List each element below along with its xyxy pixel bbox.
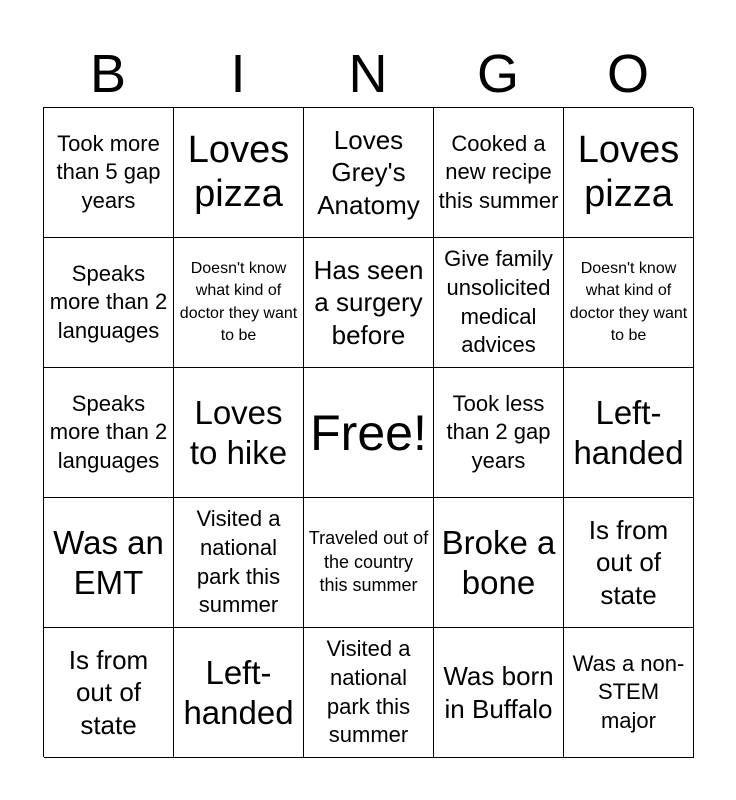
header-letter-g: G	[476, 44, 519, 104]
bingo-cell[interactable]	[304, 238, 434, 368]
bingo-cell-free[interactable]	[304, 368, 434, 498]
cell-text: Doesn't know what kind of doctor they want to be	[569, 259, 688, 344]
cell-text: Loves pizza	[577, 128, 680, 215]
cell-text: Left-handed	[183, 653, 294, 731]
bingo-cell[interactable]	[434, 498, 564, 628]
cell-text: Broke a bone	[441, 523, 556, 601]
bingo-cell[interactable]	[44, 238, 174, 368]
bingo-header	[43, 40, 693, 108]
bingo-grid	[43, 107, 693, 757]
cell-text: Left-handed	[573, 393, 684, 471]
cell-text: Loves to hike	[189, 393, 288, 471]
bingo-cell[interactable]	[174, 498, 304, 628]
cell-text: Is from out of state	[588, 514, 669, 610]
cell-text: Visited a national park this summer	[196, 506, 281, 618]
cell-text: Free!	[310, 404, 427, 461]
bingo-cell[interactable]	[304, 628, 434, 758]
bingo-cell[interactable]	[44, 498, 174, 628]
bingo-cell[interactable]	[174, 628, 304, 758]
bingo-cell[interactable]	[564, 108, 694, 238]
cell-text: Has seen a surgery before	[313, 254, 424, 350]
bingo-cell[interactable]	[434, 108, 564, 238]
bingo-cell[interactable]	[174, 108, 304, 238]
header-letter-i: I	[230, 44, 246, 104]
cell-text: Took less than 2 gap years	[446, 390, 551, 473]
bingo-cell[interactable]	[304, 498, 434, 628]
bingo-cell[interactable]	[174, 368, 304, 498]
bingo-cell[interactable]	[564, 628, 694, 758]
bingo-cell[interactable]	[44, 108, 174, 238]
cell-text: Loves pizza	[187, 128, 290, 215]
cell-text: Is from out of state	[68, 644, 149, 740]
cell-text: Visited a national park this summer	[326, 636, 411, 748]
cell-text: Was born in Buffalo	[443, 661, 554, 724]
cell-text: Was an EMT	[53, 523, 164, 601]
cell-text: Loves Grey's Anatomy	[317, 124, 420, 220]
bingo-cell[interactable]	[434, 238, 564, 368]
cell-text: Speaks more than 2 languages	[49, 390, 168, 473]
bingo-cell[interactable]	[174, 238, 304, 368]
bingo-cell[interactable]	[304, 108, 434, 238]
cell-text: Give family unsolicited medical advices	[444, 246, 553, 358]
bingo-cell[interactable]	[564, 498, 694, 628]
cell-text: Cooked a new recipe this summer	[438, 130, 559, 213]
header-letter-o: O	[606, 44, 649, 104]
cell-text: Traveled out of the country this summer	[308, 528, 429, 596]
bingo-cell[interactable]	[44, 628, 174, 758]
cell-text: Doesn't know what kind of doctor they want to be	[179, 259, 298, 344]
bingo-cell[interactable]	[434, 628, 564, 758]
cell-text: Took more than 5 gap years	[56, 130, 161, 213]
bingo-cell[interactable]	[434, 368, 564, 498]
header-letter-b: B	[89, 44, 127, 104]
bingo-cell[interactable]	[564, 368, 694, 498]
bingo-cell[interactable]	[564, 238, 694, 368]
header-letter-n: N	[348, 44, 388, 104]
cell-text: Speaks more than 2 languages	[49, 260, 168, 343]
bingo-cell[interactable]	[44, 368, 174, 498]
cell-text: Was a non-STEM major	[572, 650, 685, 733]
